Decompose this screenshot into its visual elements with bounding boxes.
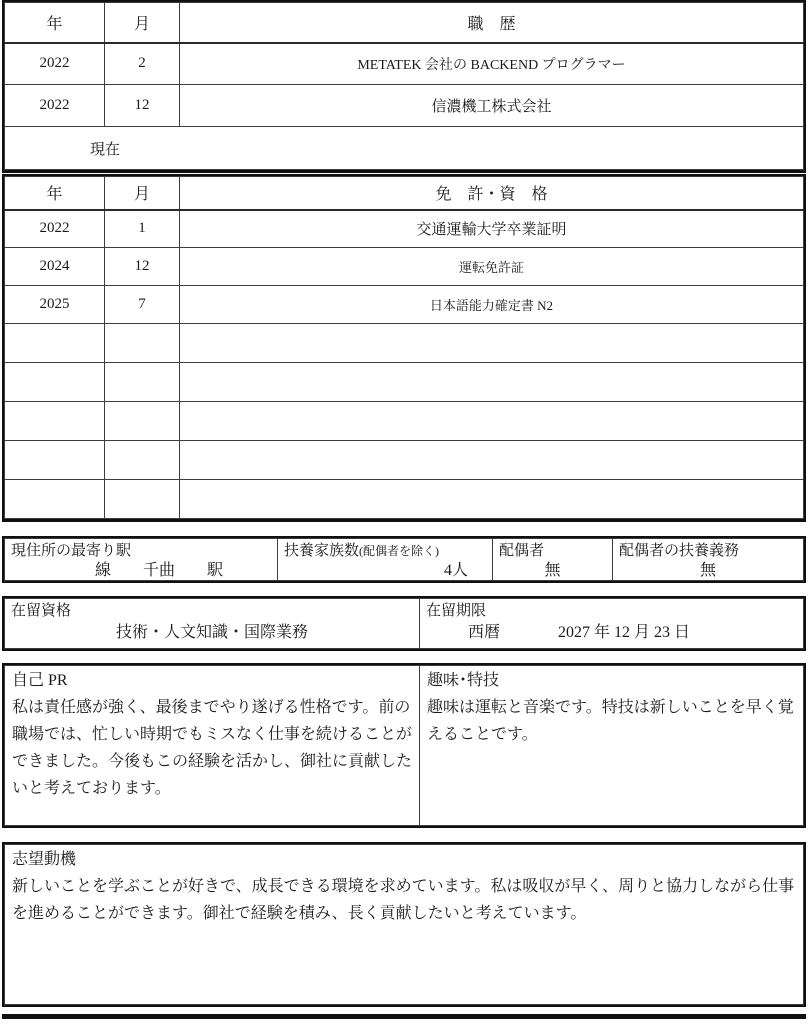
license-header-year: 年 (5, 177, 105, 210)
license-empty-row (5, 402, 804, 441)
dependents-cell (278, 539, 493, 581)
license-row (5, 286, 804, 324)
commute-family-table (2, 536, 806, 583)
dependents-label (278, 539, 492, 561)
spouse-label: 配偶者 (499, 543, 545, 559)
residence-deadline-label: 在留期限 (426, 603, 487, 619)
resume-sheet (2, 0, 806, 1019)
pr-hobby-table (2, 663, 806, 828)
deadline-date: 2027 年 12 月 23 日 (558, 624, 691, 641)
empty-desc-cell (180, 324, 804, 363)
empty-year-cell (5, 480, 105, 519)
self-pr-label: 自己 PR (12, 672, 68, 689)
residence-status-cell (5, 599, 420, 649)
work-month-cell: 12 (105, 85, 180, 127)
work-history-table (2, 0, 806, 173)
self-pr-text: 私は責任感が強く、最後までやり遂げる性格です。前の職場では、忙しい時期でもミスなく仕事を続けることができました。今後もこの経験を活かし、御社に貢献したいと考えております。 (12, 699, 413, 797)
license-month-cell: 7 (105, 286, 180, 324)
empty-month-cell (105, 324, 180, 363)
residence-deadline-value (420, 621, 803, 645)
empty-desc-cell (180, 402, 804, 441)
motivation-label: 志望動機 (12, 851, 77, 868)
hobbies-label: 趣味･特技 (427, 672, 500, 689)
license-table (2, 174, 806, 522)
residence-status-value: 技術・人文知識・国際業務 (115, 624, 308, 641)
license-year-cell: 2022 (5, 210, 105, 248)
empty-desc-cell (180, 363, 804, 402)
license-empty-row (5, 324, 804, 363)
empty-month-cell (105, 363, 180, 402)
work-history-present-row (5, 127, 804, 170)
license-year-cell: 2024 (5, 248, 105, 286)
empty-year-cell (5, 441, 105, 480)
empty-year-cell (5, 402, 105, 441)
work-header-month: 月 (105, 3, 180, 43)
present-label: 現在 (5, 127, 804, 170)
motivation-cell (5, 845, 804, 1005)
license-row (5, 210, 804, 248)
license-header-row (5, 177, 804, 210)
spouse-value: 無 (544, 562, 561, 579)
license-empty-row (5, 363, 804, 402)
residence-table (2, 596, 806, 651)
license-month-cell: 1 (105, 210, 180, 248)
work-history-row (5, 85, 804, 127)
empty-desc-cell (180, 441, 804, 480)
dependents-value: 4人 (443, 562, 468, 579)
empty-year-cell (5, 324, 105, 363)
work-year-cell: 2022 (5, 43, 105, 85)
license-empty-row (5, 480, 804, 519)
dependents-label-note: (配偶者を除く) (359, 544, 440, 558)
license-month-cell: 12 (105, 248, 180, 286)
license-header-month: 月 (105, 177, 180, 210)
license-empty-row (5, 441, 804, 480)
spouse-obligation-cell (613, 539, 804, 581)
next-section-top-edge (2, 1014, 806, 1019)
work-desc-cell: METATEK 会社の BACKEND プログラマー (180, 43, 804, 85)
residence-status-label: 在留資格 (11, 603, 72, 619)
spouse-obligation-label: 配偶者の扶養義務 (619, 543, 740, 559)
empty-year-cell (5, 363, 105, 402)
nearest-station-value: 線 千曲 駅 (95, 562, 224, 579)
spouse-obligation-value: 無 (699, 562, 716, 579)
nearest-station-label: 現住所の最寄り駅 (11, 543, 132, 559)
dependents-label-text: 扶養家族数 (284, 543, 360, 559)
license-row (5, 248, 804, 286)
work-header-title: 職 歴 (180, 3, 804, 43)
motivation-table (2, 842, 806, 1007)
empty-desc-cell (180, 480, 804, 519)
license-desc-cell: 日本語能力確定書 N2 (180, 286, 804, 324)
motivation-text: 新しいことを学ぶことが好きで、成長できる環境を求めています。私は吸収が早く、周りと協力しながら仕事を進めることができます。御社で経験を積み、長く貢献したいと考えています。 (12, 878, 795, 922)
work-month-cell: 2 (105, 43, 180, 85)
license-header-title: 免 許・資 格 (180, 177, 804, 210)
work-desc-cell: 信濃機工株式会社 (180, 85, 804, 127)
license-year-cell: 2025 (5, 286, 105, 324)
empty-month-cell (105, 480, 180, 519)
license-desc-cell: 運転免許証 (180, 248, 804, 286)
hobbies-text: 趣味は運転と音楽です。特技は新しいことを早く覚えることです。 (427, 699, 794, 743)
nearest-station-cell (5, 539, 278, 581)
work-history-header-row (5, 3, 804, 43)
hobbies-cell (420, 666, 804, 826)
empty-month-cell (105, 441, 180, 480)
license-desc-cell: 交通運輸大学卒業証明 (180, 210, 804, 248)
self-pr-cell (5, 666, 420, 826)
work-year-cell: 2022 (5, 85, 105, 127)
work-header-year: 年 (5, 3, 105, 43)
era-label: 西暦 (468, 624, 501, 641)
residence-deadline-cell (420, 599, 804, 649)
empty-month-cell (105, 402, 180, 441)
spouse-cell (493, 539, 613, 581)
work-history-row (5, 43, 804, 85)
